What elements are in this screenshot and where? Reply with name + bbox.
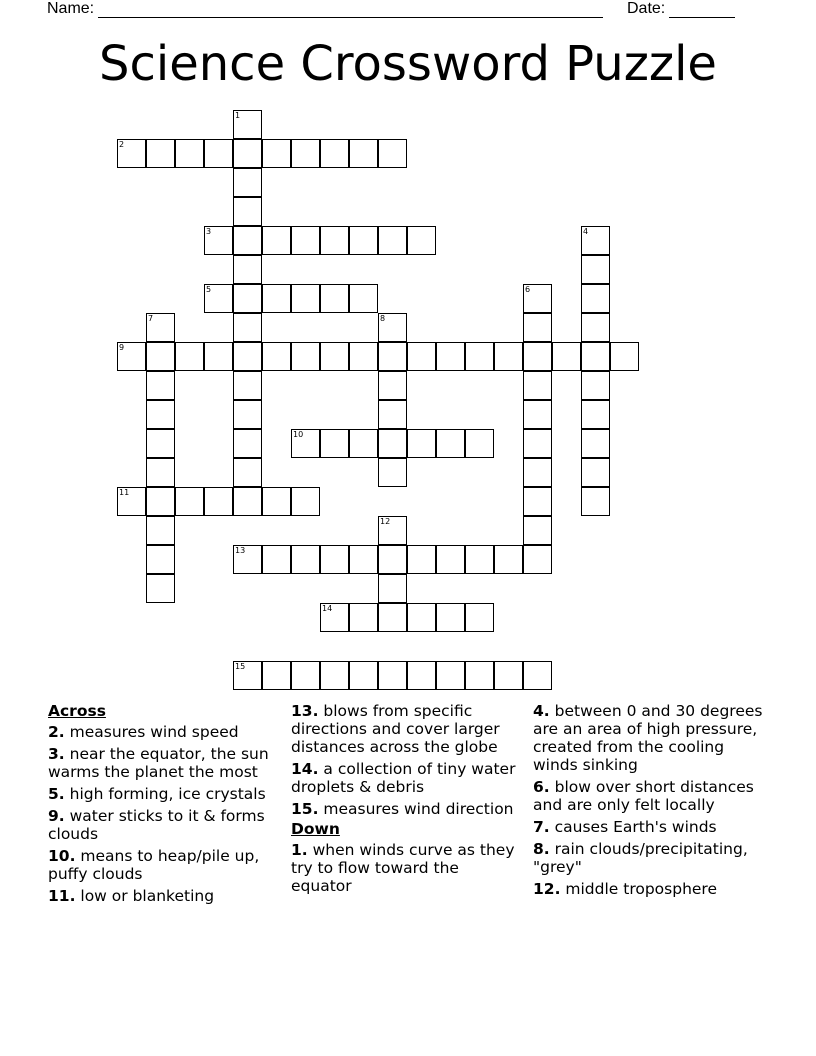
grid-cell[interactable]: [494, 661, 523, 690]
grid-cell[interactable]: [552, 342, 581, 371]
clue-text: blows from specific directions and cover larger distances across the globe: [291, 702, 500, 756]
cell-number: 2: [119, 140, 125, 149]
grid-cell[interactable]: [523, 400, 552, 429]
grid-cell[interactable]: [233, 168, 262, 197]
grid-cell[interactable]: [523, 313, 552, 342]
grid-cell[interactable]: [262, 487, 291, 516]
clue-number: 13.: [291, 702, 319, 720]
cell-number: 7: [148, 314, 154, 323]
grid-cell[interactable]: [349, 429, 378, 458]
grid-cell[interactable]: [581, 371, 610, 400]
cell-number: 12: [380, 517, 391, 526]
clue-text: blow over short distances and are only felt locally: [533, 778, 754, 814]
down-clue: [533, 880, 765, 898]
grid-cell[interactable]: [175, 487, 204, 516]
across-clue: [48, 847, 280, 883]
grid-cell[interactable]: [233, 313, 262, 342]
grid-cell[interactable]: [117, 139, 146, 168]
clue-text: means to heap/pile up, puffy clouds: [48, 847, 260, 883]
clue-number: 15.: [291, 800, 319, 818]
clue-text: causes Earth's winds: [549, 818, 717, 836]
grid-cell[interactable]: [320, 139, 349, 168]
grid-cell[interactable]: [378, 429, 407, 458]
grid-cell[interactable]: [262, 139, 291, 168]
grid-cell[interactable]: [291, 545, 320, 574]
grid-cell[interactable]: [523, 342, 552, 371]
grid-cell[interactable]: [378, 226, 407, 255]
grid-cell[interactable]: [349, 603, 378, 632]
grid-cell[interactable]: [146, 545, 175, 574]
clues-column-2: [291, 702, 523, 899]
grid-cell[interactable]: [291, 284, 320, 313]
grid-cell[interactable]: [233, 342, 262, 371]
grid-cell[interactable]: [233, 226, 262, 255]
grid-cell[interactable]: [581, 226, 610, 255]
grid-cell[interactable]: [233, 487, 262, 516]
grid-cell[interactable]: [262, 342, 291, 371]
clue-number: 5.: [48, 785, 65, 803]
grid-cell[interactable]: [349, 545, 378, 574]
grid-cell[interactable]: [146, 342, 175, 371]
clue-number: 8.: [533, 840, 550, 858]
clue-number: 3.: [48, 745, 65, 763]
grid-cell[interactable]: [465, 603, 494, 632]
grid-cell[interactable]: [610, 342, 639, 371]
clue-number: 14.: [291, 760, 319, 778]
grid-cell[interactable]: [146, 487, 175, 516]
clue-number: 11.: [48, 887, 76, 905]
grid-cell[interactable]: [262, 661, 291, 690]
grid-cell[interactable]: [349, 661, 378, 690]
across-clue: [48, 887, 280, 905]
grid-cell[interactable]: [146, 400, 175, 429]
clue-number: 10.: [48, 847, 76, 865]
cell-number: 10: [293, 430, 304, 439]
grid-cell[interactable]: [233, 545, 262, 574]
down-clue: [533, 702, 765, 774]
across-clue: [291, 702, 523, 756]
grid-cell[interactable]: [436, 545, 465, 574]
grid-cell[interactable]: [320, 545, 349, 574]
grid-cell[interactable]: [349, 284, 378, 313]
grid-cell[interactable]: [465, 429, 494, 458]
grid-cell[interactable]: [146, 574, 175, 603]
grid-cell[interactable]: [146, 429, 175, 458]
grid-cell[interactable]: [494, 545, 523, 574]
across-clue: [291, 800, 523, 818]
clue-text: between 0 and 30 degrees are an area of high pressure, created from the cooling winds sinking: [533, 702, 763, 774]
down-clue: [533, 778, 765, 814]
across-clue: [48, 785, 280, 803]
grid-cell[interactable]: [378, 603, 407, 632]
grid-cell[interactable]: [581, 284, 610, 313]
grid-cell[interactable]: [233, 110, 262, 139]
grid-cell[interactable]: [523, 545, 552, 574]
grid-cell[interactable]: [378, 516, 407, 545]
grid-cell[interactable]: [320, 661, 349, 690]
grid-cell[interactable]: [204, 139, 233, 168]
grid-cell[interactable]: [320, 429, 349, 458]
grid-cell[interactable]: [233, 661, 262, 690]
grid-cell[interactable]: [465, 342, 494, 371]
across-clue: [291, 760, 523, 796]
clue-number: 7.: [533, 818, 550, 836]
grid-cell[interactable]: [233, 139, 262, 168]
grid-cell[interactable]: [378, 371, 407, 400]
clues-column-1: [48, 702, 280, 909]
grid-cell[interactable]: [523, 516, 552, 545]
clue-text: rain clouds/precipitating, "grey": [533, 840, 748, 876]
clue-text: near the equator, the sun warms the planet the most: [48, 745, 269, 781]
clue-text: water sticks to it & forms clouds: [48, 807, 265, 843]
grid-cell[interactable]: [146, 516, 175, 545]
grid-cell[interactable]: [581, 342, 610, 371]
clue-number: 2.: [48, 723, 65, 741]
grid-cell[interactable]: [146, 371, 175, 400]
grid-cell[interactable]: [320, 226, 349, 255]
grid-cell[interactable]: [262, 545, 291, 574]
across-clue: [48, 745, 280, 781]
grid-cell[interactable]: [233, 429, 262, 458]
grid-cell[interactable]: [407, 226, 436, 255]
grid-cell[interactable]: [581, 429, 610, 458]
clue-number: 6.: [533, 778, 550, 796]
grid-cell[interactable]: [146, 313, 175, 342]
grid-cell[interactable]: [523, 661, 552, 690]
grid-cell[interactable]: [581, 458, 610, 487]
grid-cell[interactable]: [146, 139, 175, 168]
grid-cell[interactable]: [407, 342, 436, 371]
grid-cell[interactable]: [581, 487, 610, 516]
grid-cell[interactable]: [436, 603, 465, 632]
grid-cell[interactable]: [378, 661, 407, 690]
grid-cell[interactable]: [494, 342, 523, 371]
page-title: Science Crossword Puzzle: [99, 36, 717, 92]
clue-text: measures wind speed: [64, 723, 239, 741]
grid-cell[interactable]: [349, 226, 378, 255]
grid-cell[interactable]: [378, 139, 407, 168]
grid-cell[interactable]: [378, 313, 407, 342]
grid-cell[interactable]: [581, 313, 610, 342]
grid-cell[interactable]: [436, 342, 465, 371]
across-clue: [48, 807, 280, 843]
grid-cell[interactable]: [378, 545, 407, 574]
across-heading: Across: [48, 702, 106, 720]
grid-cell[interactable]: [349, 139, 378, 168]
grid-cell[interactable]: [407, 545, 436, 574]
grid-cell[interactable]: [581, 255, 610, 284]
clues-column-3: [533, 702, 765, 902]
grid-cell[interactable]: [233, 197, 262, 226]
grid-cell[interactable]: [175, 139, 204, 168]
clue-text: when winds curve as they try to flow toward the equator: [291, 841, 515, 895]
grid-cell[interactable]: [349, 342, 378, 371]
grid-cell[interactable]: [436, 429, 465, 458]
grid-cell[interactable]: [117, 487, 146, 516]
grid-cell[interactable]: [436, 661, 465, 690]
cell-number: 13: [235, 546, 246, 555]
grid-cell[interactable]: [523, 487, 552, 516]
cell-number: 14: [322, 604, 333, 613]
cell-number: 4: [583, 227, 589, 236]
grid-cell[interactable]: [378, 458, 407, 487]
grid-cell[interactable]: [204, 487, 233, 516]
grid-cell[interactable]: [233, 284, 262, 313]
grid-cell[interactable]: [262, 284, 291, 313]
grid-cell[interactable]: [233, 255, 262, 284]
grid-cell[interactable]: [320, 284, 349, 313]
grid-cell[interactable]: [291, 139, 320, 168]
down-clue: [533, 818, 765, 836]
grid-cell[interactable]: [204, 226, 233, 255]
grid-cell[interactable]: [523, 458, 552, 487]
grid-cell[interactable]: [523, 284, 552, 313]
down-clue: [533, 840, 765, 876]
grid-cell[interactable]: [291, 342, 320, 371]
grid-cell[interactable]: [378, 342, 407, 371]
grid-cell[interactable]: [204, 342, 233, 371]
clue-number: 9.: [48, 807, 65, 825]
name-label: Name:: [47, 0, 95, 17]
grid-cell[interactable]: [291, 429, 320, 458]
grid-cell[interactable]: [146, 458, 175, 487]
clue-number: 4.: [533, 702, 550, 720]
cell-number: 3: [206, 227, 212, 236]
clue-text: middle troposphere: [560, 880, 718, 898]
cell-number: 6: [525, 285, 531, 294]
grid-cell[interactable]: [581, 400, 610, 429]
cell-number: 9: [119, 343, 125, 352]
grid-cell[interactable]: [523, 429, 552, 458]
clue-number: 12.: [533, 880, 561, 898]
grid-cell[interactable]: [407, 661, 436, 690]
grid-cell[interactable]: [117, 342, 146, 371]
grid-cell[interactable]: [320, 342, 349, 371]
grid-cell[interactable]: [233, 400, 262, 429]
cell-number: 5: [206, 285, 212, 294]
grid-cell[interactable]: [465, 661, 494, 690]
grid-cell[interactable]: [378, 574, 407, 603]
grid-cell[interactable]: [233, 371, 262, 400]
down-heading: Down: [291, 820, 340, 838]
cell-number: 15: [235, 662, 246, 671]
grid-cell[interactable]: [465, 545, 494, 574]
grid-cell[interactable]: [407, 429, 436, 458]
grid-cell[interactable]: [320, 603, 349, 632]
grid-cell[interactable]: [291, 226, 320, 255]
clue-text: measures wind direction: [318, 800, 514, 818]
clue-text: low or blanketing: [75, 887, 215, 905]
grid-cell[interactable]: [262, 226, 291, 255]
clue-number: 1.: [291, 841, 308, 859]
clue-text: a collection of tiny water droplets & debris: [291, 760, 516, 796]
clue-text: high forming, ice crystals: [64, 785, 266, 803]
grid-cell[interactable]: [291, 661, 320, 690]
down-clue: [291, 841, 523, 895]
grid-cell[interactable]: [407, 603, 436, 632]
grid-cell[interactable]: [175, 342, 204, 371]
cell-number: 8: [380, 314, 386, 323]
grid-cell[interactable]: [233, 458, 262, 487]
date-label: Date:: [627, 0, 666, 17]
grid-cell[interactable]: [523, 371, 552, 400]
grid-cell[interactable]: [291, 487, 320, 516]
grid-cell[interactable]: [378, 400, 407, 429]
cell-number: 11: [119, 488, 130, 497]
across-clue: [48, 723, 280, 741]
cell-number: 1: [235, 111, 241, 120]
grid-cell[interactable]: [204, 284, 233, 313]
